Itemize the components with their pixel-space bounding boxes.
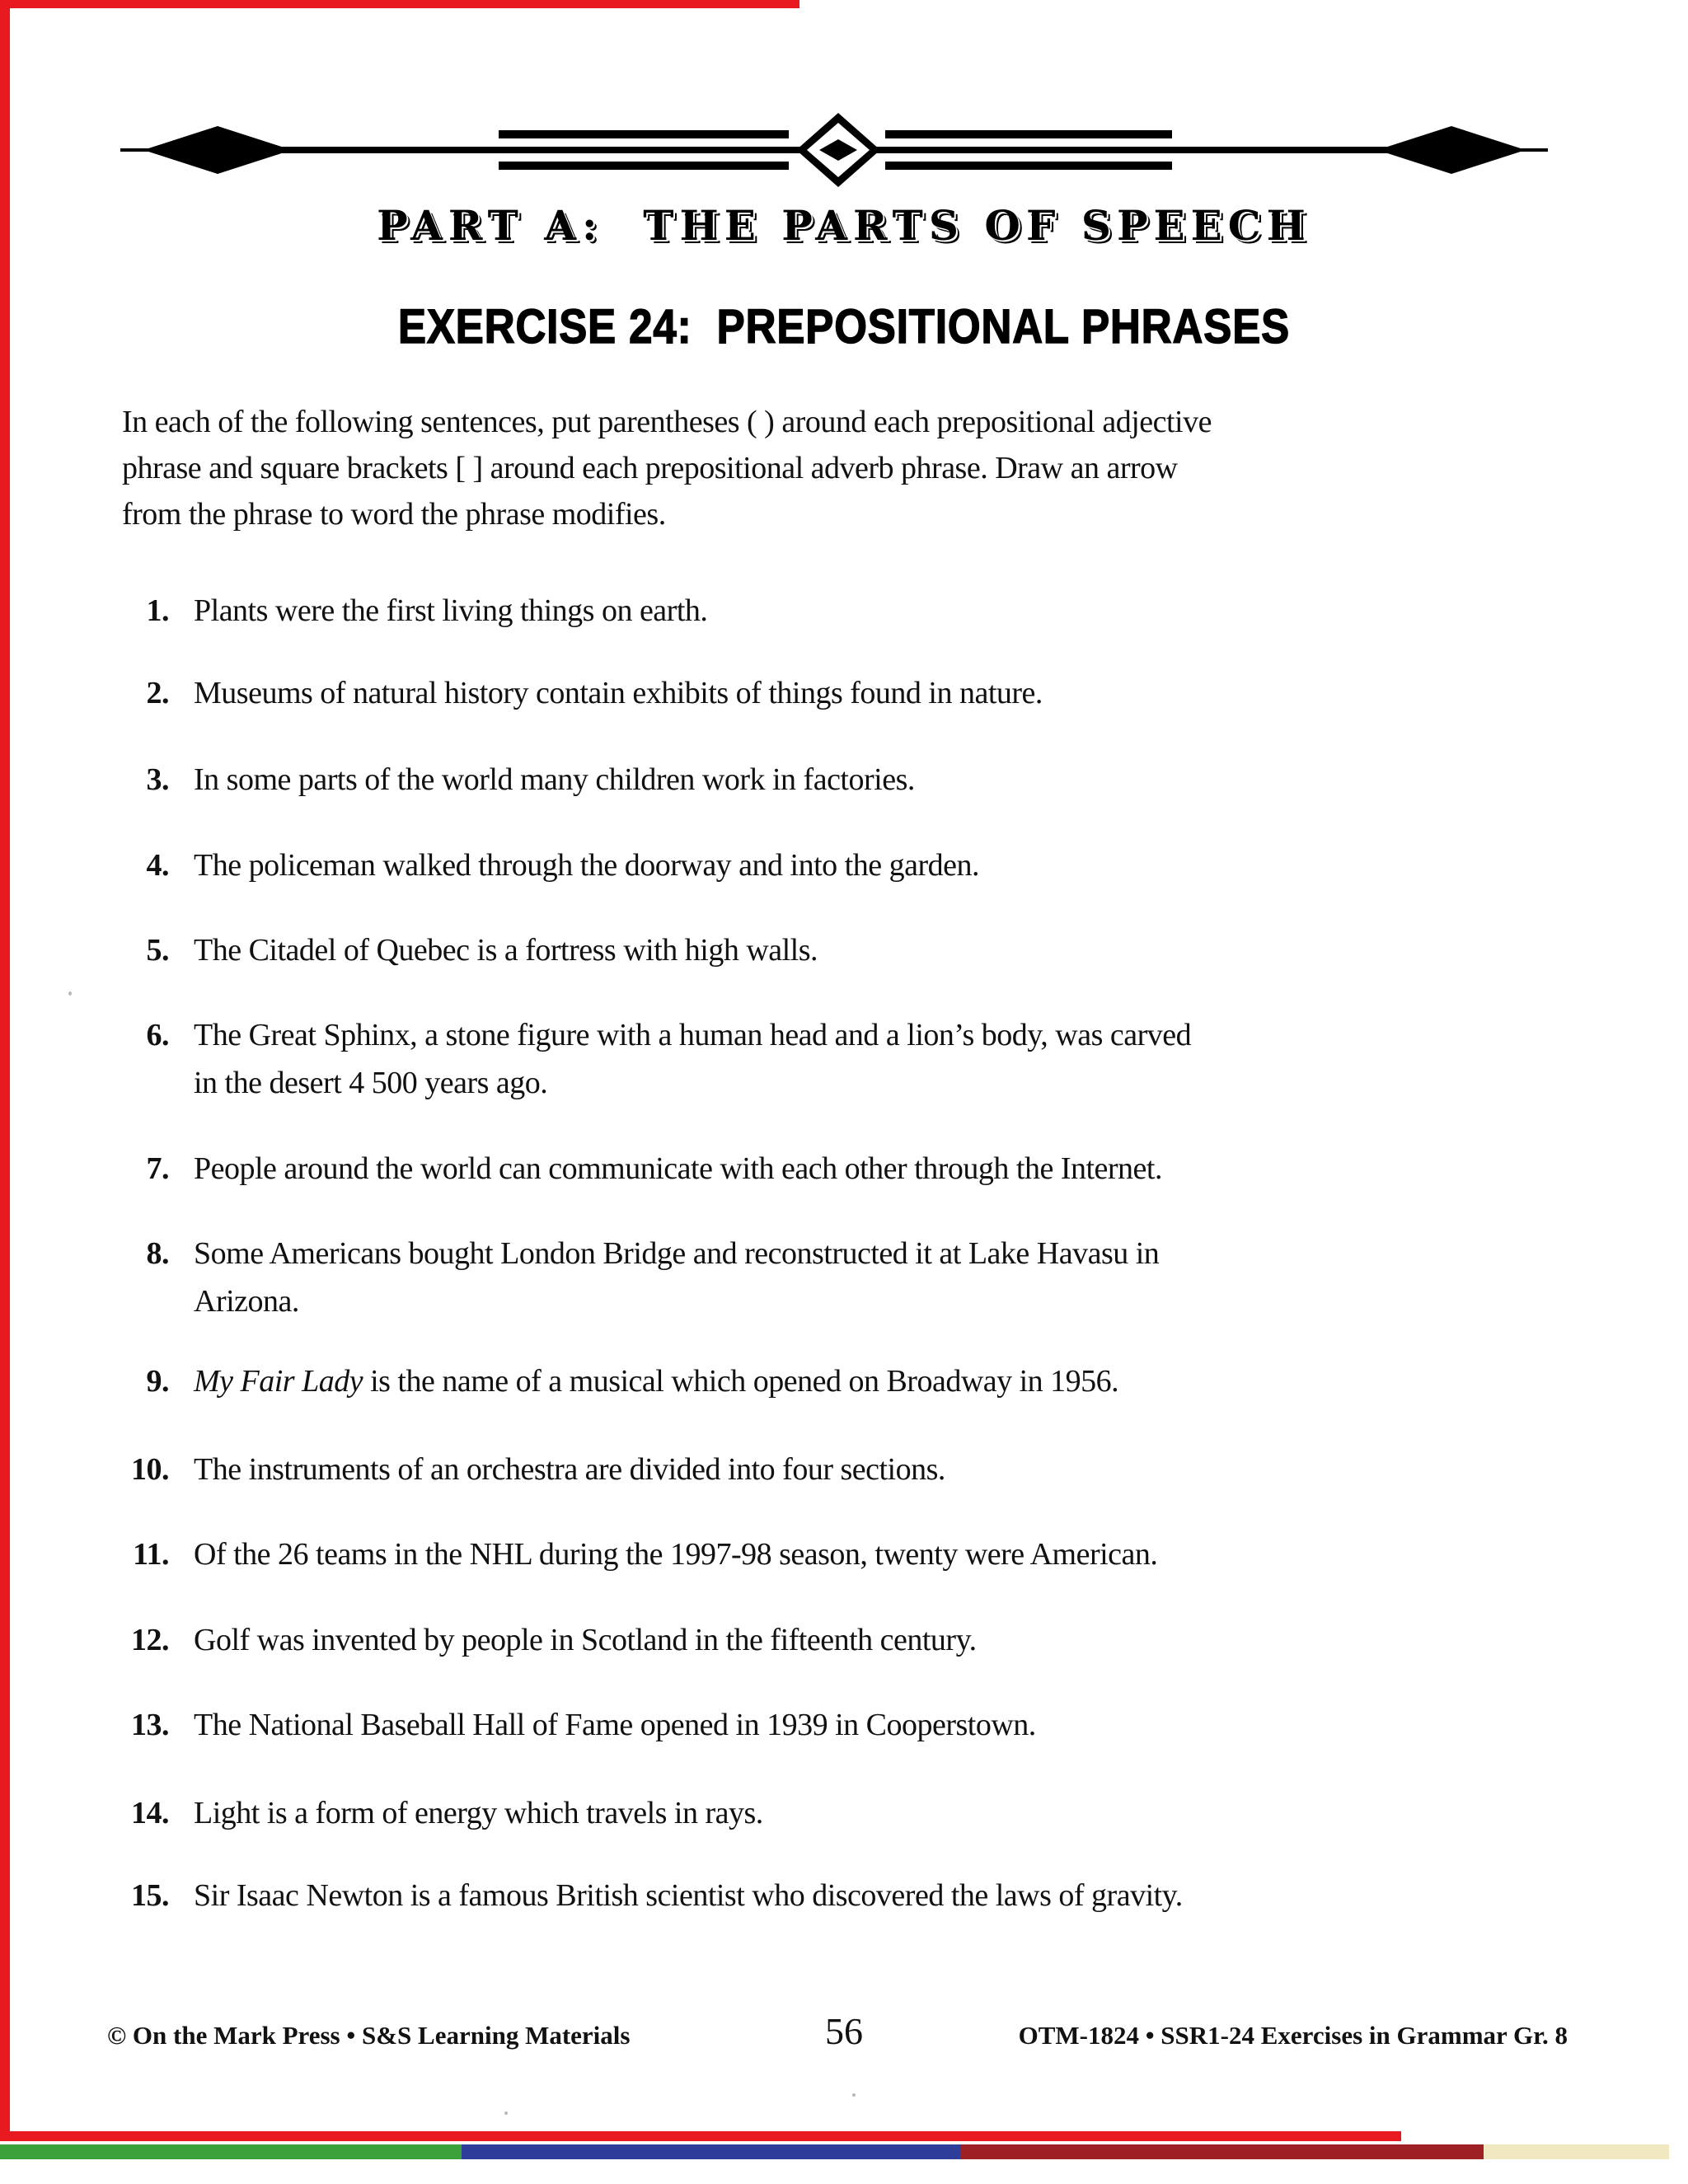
list-item — [0, 1357, 1688, 1405]
item-text — [194, 587, 707, 635]
item-text-line: Arizona. — [194, 1284, 299, 1319]
item-text-line: Some Americans bought London Bridge and reconstructed it at Lake Havasu in — [194, 1236, 1160, 1271]
item-text — [194, 1145, 1162, 1193]
item-text-line: The Great Sphinx, a stone figure with a human head and a lion’s body, was carved — [194, 1018, 1192, 1052]
item-number: 5. — [146, 933, 169, 968]
instructions-line: phrase and square brackets [ ] around each prepositional adverb phrase. Draw an arrow — [122, 451, 1178, 485]
list-item — [0, 1616, 1688, 1664]
item-number: 2. — [146, 676, 169, 710]
page-number: 56 — [825, 2010, 863, 2052]
ornament-bar-right-top — [885, 130, 1172, 138]
bottom-bar-cream-segment — [1484, 2144, 1669, 2159]
item-text-line: Plants were the first living things on earth. — [194, 593, 708, 628]
item-text-rest: is the name of a musical which opened on Broadway in 1956. — [363, 1364, 1119, 1399]
diamond-center-icon — [796, 113, 880, 187]
item-text-line: The Citadel of Quebec is a fortress with high walls. — [194, 933, 818, 968]
item-text-line — [194, 1357, 1118, 1405]
scan-speck — [852, 2093, 856, 2097]
item-number: 15. — [131, 1878, 169, 1913]
instructions-paragraph — [122, 399, 1212, 537]
item-text-line: Of the 26 teams in the NHL during the 1997-98 season, twenty were American. — [194, 1537, 1158, 1572]
exercise-title: EXERCISE 24: PREPOSITIONAL PHRASES — [397, 300, 1291, 354]
item-text — [194, 1446, 945, 1493]
diamond-center-core — [819, 139, 857, 161]
bottom-bar-white-segment — [1669, 2144, 1688, 2159]
item-number: 8. — [146, 1236, 169, 1271]
item-text-line: In some parts of the world many children work in factories. — [194, 762, 915, 797]
list-item — [0, 1872, 1688, 1919]
scan-speck — [504, 2111, 508, 2115]
item-number: 14. — [131, 1796, 169, 1830]
diamond-left-icon — [143, 126, 292, 174]
footer-product-code: OTM-1824 • SSR1-24 Exercises in Grammar Gr. 8 — [1018, 2021, 1568, 2050]
list-item — [0, 841, 1688, 889]
item-text — [194, 1230, 1159, 1325]
item-text-line: People around the world can communicate with each other through the Internet. — [194, 1151, 1162, 1186]
ornament-bar-left-top — [499, 130, 789, 138]
item-number: 13. — [131, 1708, 169, 1742]
bottom-bar-green-segment — [0, 2144, 462, 2159]
item-number: 4. — [146, 848, 169, 883]
item-number: 7. — [146, 1151, 169, 1186]
list-item — [0, 669, 1688, 717]
item-text — [194, 1701, 1036, 1749]
diamond-center-inner-white — [807, 123, 870, 177]
item-text-line: The policeman walked through the doorway and into the garden. — [194, 848, 979, 883]
list-item — [0, 1230, 1688, 1325]
item-text-line: Golf was invented by people in Scotland in the fifteenth century. — [194, 1623, 977, 1657]
item-text — [194, 1616, 977, 1664]
footer-publisher: © On the Mark Press • S&S Learning Materials — [107, 2021, 631, 2050]
item-text — [194, 1357, 1118, 1405]
item-text-line: Museums of natural history contain exhibits of things found in nature. — [194, 676, 1043, 710]
ornament-bar-right-bottom — [885, 162, 1172, 170]
list-item — [0, 1701, 1688, 1749]
page-footer — [0, 2009, 1688, 2067]
list-item — [0, 926, 1688, 974]
item-number: 9. — [146, 1364, 169, 1399]
list-item — [0, 1011, 1688, 1107]
list-item — [0, 1446, 1688, 1493]
item-text-line: Sir Isaac Newton is a famous British scientist who discovered the laws of gravity. — [194, 1878, 1183, 1913]
bottom-bar-blue-segment — [462, 2144, 960, 2159]
item-text — [194, 756, 915, 804]
scan-speck — [68, 991, 72, 996]
list-item — [0, 1789, 1688, 1837]
item-number: 6. — [146, 1018, 169, 1052]
part-title: PART A: THE PARTS OF SPEECH — [377, 201, 1311, 250]
list-item — [0, 587, 1688, 635]
item-text — [194, 1530, 1157, 1578]
item-text-line: in the desert 4 500 years ago. — [194, 1066, 548, 1100]
ornament-bar-left-bottom — [499, 162, 789, 170]
item-text — [194, 1872, 1183, 1919]
item-number: 1. — [146, 593, 169, 628]
list-item — [0, 756, 1688, 804]
item-text — [194, 841, 979, 889]
scan-edge-bottom-line — [0, 2131, 1401, 2141]
instructions-line: from the phrase to word the phrase modifies. — [122, 497, 666, 532]
header-ornament-rule — [0, 0, 1688, 214]
scan-bottom-color-bar — [0, 2144, 1688, 2159]
item-text — [194, 926, 818, 974]
item-italic-title: My Fair Lady — [194, 1364, 363, 1399]
list-item — [0, 1145, 1688, 1193]
diamond-right-icon — [1377, 126, 1526, 174]
bottom-bar-maroon-segment — [960, 2144, 1484, 2159]
item-number: 11. — [133, 1537, 169, 1572]
item-number: 3. — [146, 762, 169, 797]
list-item — [0, 1530, 1688, 1578]
item-text — [194, 1011, 1191, 1107]
item-text-line: The National Baseball Hall of Fame opened in 1939 in Cooperstown. — [194, 1708, 1036, 1742]
item-text-line: The instruments of an orchestra are divided into four sections. — [194, 1452, 945, 1487]
item-number: 12. — [131, 1623, 169, 1657]
instructions-line: In each of the following sentences, put parentheses ( ) around each prepositional adjective — [122, 405, 1212, 439]
item-text — [194, 669, 1043, 717]
item-number: 10. — [131, 1452, 169, 1487]
item-text-line: Light is a form of energy which travels in rays. — [194, 1796, 763, 1830]
item-text — [194, 1789, 763, 1837]
